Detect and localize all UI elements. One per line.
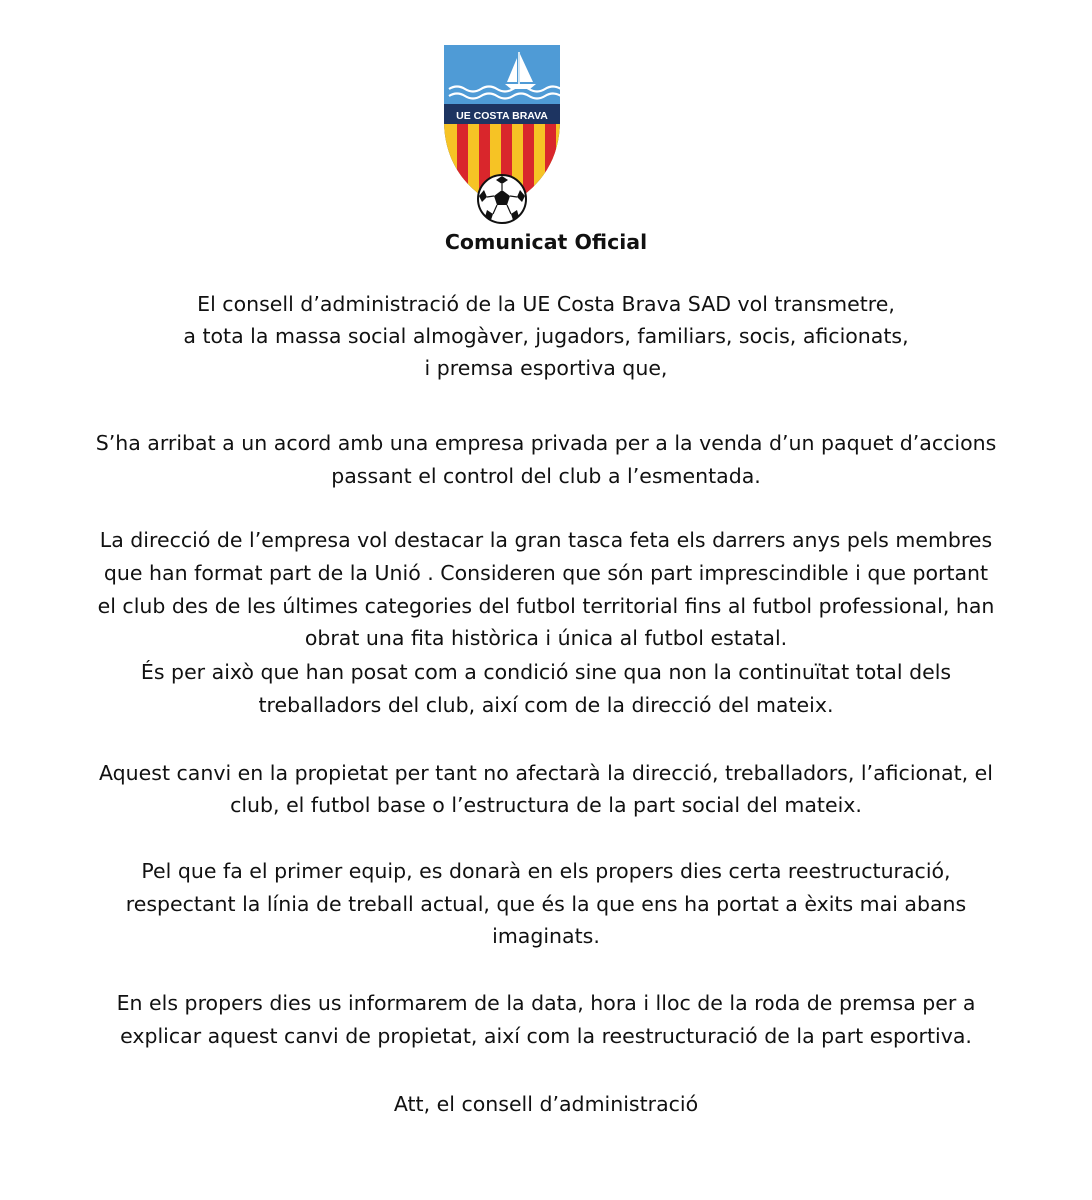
text-line: passant el control del club a l’esmentada. bbox=[331, 464, 761, 488]
text-line: obrat una fita històrica i única al futbol estatal. bbox=[304, 626, 788, 650]
text-line: treballadors del club, així com de la direcció del mateix. bbox=[258, 693, 834, 717]
svg-text:UE COSTA BRAVA: UE COSTA BRAVA bbox=[456, 110, 548, 122]
text-line: i premsa esportiva que, bbox=[424, 356, 668, 380]
text-line: Aquest canvi en la propietat per tant no afectarà la direcció, treballadors, l’aficionat, el bbox=[99, 761, 993, 785]
soccer-ball-icon bbox=[478, 175, 526, 223]
text-line: Pel que fa el primer equip, es donarà en els propers dies certa reestructuració, bbox=[141, 859, 951, 883]
text-line: El consell d’administració de la UE Costa Brava SAD vol transmetre, bbox=[197, 292, 895, 316]
text-line: És per això que han posat com a condició sine qua non la continuïtat total dels bbox=[140, 660, 952, 684]
text-line: imaginats. bbox=[492, 924, 600, 948]
text-line: En els propers dies us informarem de la data, hora i lloc de la roda de premsa per a bbox=[116, 991, 976, 1015]
text-line: que han format part de la Unió . Consideren que són part imprescindible i que portant bbox=[103, 561, 989, 585]
signature-line: Att, el consell d’administració bbox=[393, 1092, 699, 1116]
document-title: Comunicat Oficial bbox=[444, 230, 648, 254]
text-line: club, el futbol base o l’estructura de la part social del mateix. bbox=[230, 793, 862, 817]
text-line: respectant la línia de treball actual, que és la que ens ha portat a èxits mai abans bbox=[125, 892, 967, 916]
text-line: el club des de les últimes categories del futbol territorial fins al futbol professional, han bbox=[97, 594, 995, 618]
text-line: S’ha arribat a un acord amb una empresa privada per a la venda d’un paquet d’accions bbox=[95, 431, 997, 455]
club-crest-logo bbox=[441, 42, 563, 226]
text-line: explicar aquest canvi de propietat, així com la reestructuració de la part esportiva. bbox=[120, 1024, 972, 1048]
text-line: La direcció de l’empresa vol destacar la gran tasca feta els darrers anys pels membres bbox=[99, 528, 993, 552]
text-line: a tota la massa social almogàver, jugadors, familiars, socis, aficionats, bbox=[183, 324, 909, 348]
club-crest-icon bbox=[441, 42, 563, 226]
